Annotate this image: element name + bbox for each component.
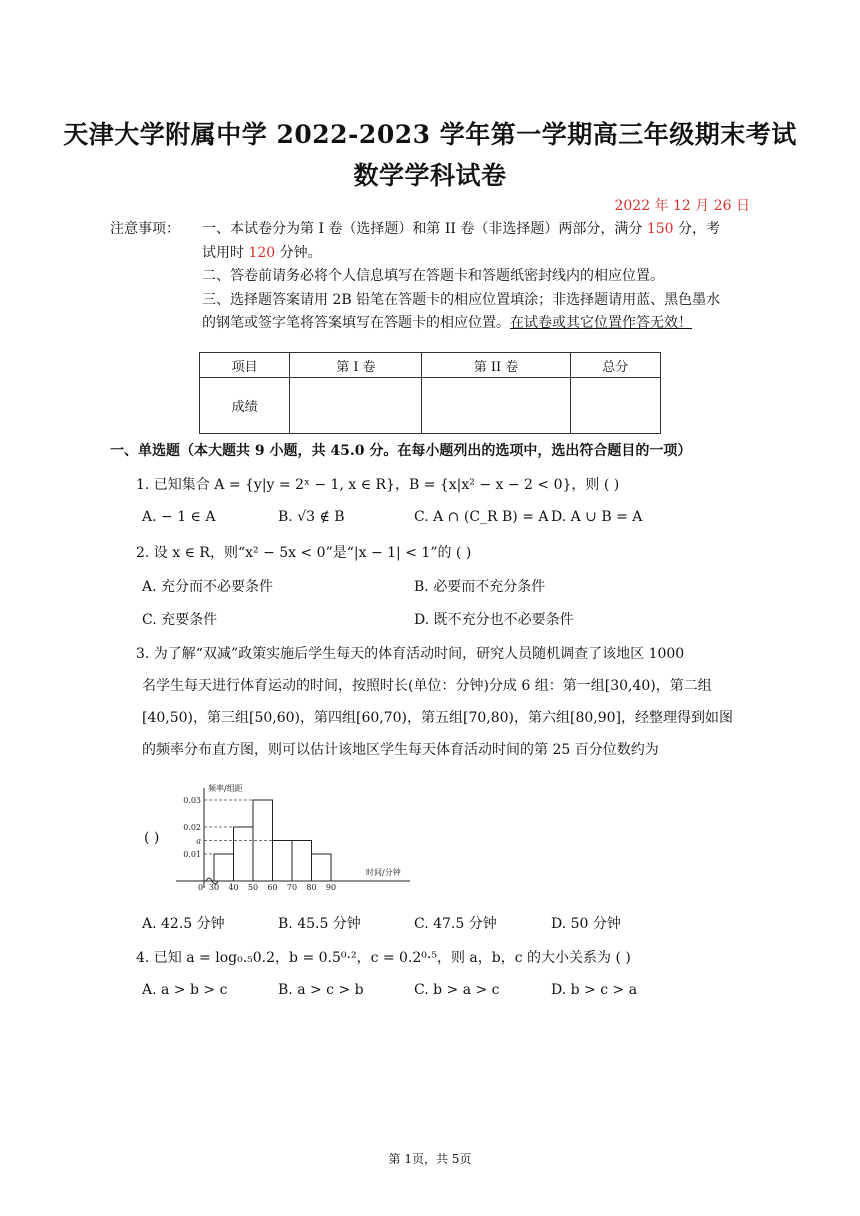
note-text: 分，考 bbox=[673, 221, 721, 237]
header-cell: 总分 bbox=[570, 353, 660, 378]
q3-option-c[interactable]: C. 47.5 分钟 bbox=[414, 916, 497, 932]
invalid-warning: 在试卷或其它位置作答无效！ bbox=[510, 315, 692, 331]
header-cell: 第 II 卷 bbox=[422, 353, 570, 378]
score-cell[interactable] bbox=[290, 378, 422, 434]
page-number: 第 1页，共 5页 bbox=[388, 1152, 472, 1166]
exam-title: 天津大学附属中学 2022-2023 学年第一学期高三年级期末考试 bbox=[63, 120, 797, 149]
q2-option-d[interactable]: D. 既不充分也不必要条件 bbox=[414, 612, 574, 628]
q2-option-c[interactable]: C. 充要条件 bbox=[142, 612, 218, 628]
q3-option-b[interactable]: B. 45.5 分钟 bbox=[278, 916, 361, 932]
y-tick-label: 0.01 bbox=[183, 850, 201, 859]
q1-option-c[interactable]: C. A ∩ (C_R B) = A bbox=[414, 509, 549, 525]
note-text: 试用时 bbox=[202, 244, 249, 261]
q1-option-a[interactable]: A. − 1 ∈ A bbox=[142, 509, 216, 525]
header-cell: 第 I 卷 bbox=[290, 353, 422, 378]
x-tick-label: 70 bbox=[286, 883, 298, 892]
frequency-histogram bbox=[170, 780, 420, 895]
q2-option-b[interactable]: B. 必要而不充分条件 bbox=[414, 579, 546, 595]
note-text: 分钟。 bbox=[275, 244, 322, 261]
q1-option-d[interactable]: D. A ∪ B = A bbox=[551, 509, 643, 525]
x-tick-label: 50 bbox=[247, 883, 259, 892]
histogram-bar bbox=[214, 854, 234, 881]
note-line-3: 二、答卷前请务必将个人信息填写在答题卡和答题纸密封线内的相应位置。 bbox=[202, 268, 664, 284]
q3-line-2: 名学生每天进行体育运动的时间，按照时长(单位：分钟)分成 6 组：第一组[30,40)，第二组 bbox=[142, 678, 712, 694]
q3-line-3: [40,50)，第三组[50,60)，第四组[60,70)，第五组[70,80)，第六组[80,90]，经整理得到如图 bbox=[142, 710, 734, 726]
x-tick-label: 90 bbox=[325, 883, 337, 892]
q1-option-b[interactable]: B. √3 ∉ B bbox=[278, 509, 345, 525]
x-tick-label: 30 bbox=[208, 883, 220, 892]
score-table-row bbox=[200, 378, 661, 434]
histogram-bar bbox=[273, 841, 293, 882]
score-table-header bbox=[200, 353, 661, 378]
q4-option-d[interactable]: D. b > c > a bbox=[551, 982, 638, 998]
histogram-bar bbox=[292, 841, 312, 882]
note-line-5 bbox=[202, 312, 752, 336]
question-2-stem: 2. 设 x ∈ R，则“x² − 5x < 0”是“|x − 1| < 1”的 ( ) bbox=[136, 545, 472, 561]
section-title: 一、单选题（本大题共 9 小题，共 45.0 分。在每小题列出的选项中，选出符合题目的一项） bbox=[110, 443, 692, 459]
histogram-bar bbox=[312, 854, 332, 881]
question-1-stem: 1. 已知集合 A = {y|y = 2ˣ − 1, x ∈ R}，B = {x|x² − x − 2 < 0}，则 ( ) bbox=[136, 477, 620, 493]
q3-answer-paren: ( ) bbox=[144, 830, 160, 846]
q3-option-a[interactable]: A. 42.5 分钟 bbox=[142, 916, 225, 932]
exam-subtitle: 数学学科试卷 bbox=[353, 161, 507, 190]
origin-label: 0 bbox=[198, 883, 204, 892]
y-axis-label: 频率/组距 bbox=[208, 784, 243, 793]
y-tick-label: 0.03 bbox=[183, 796, 201, 805]
histogram-bar bbox=[234, 827, 254, 881]
note-text: 的钢笔或签字笔将答案填写在答题卡的相应位置。 bbox=[202, 315, 510, 331]
q4-option-a[interactable]: A. a > b > c bbox=[142, 982, 228, 998]
question-3-stem bbox=[136, 638, 746, 766]
note-text: 一、本试卷分为第 I 卷（选择题）和第 II 卷（非选择题）两部分，满分 bbox=[202, 221, 647, 237]
x-axis-label: 时间/分钟 bbox=[366, 868, 401, 877]
full-score: 150 bbox=[646, 221, 674, 237]
q3-line-1: 3. 为了解“双减”政策实施后学生每天的体育活动时间，研究人员随机调查了该地区 1000 bbox=[136, 646, 685, 662]
x-tick-label: 60 bbox=[267, 883, 278, 892]
notes-label: 注意事项： bbox=[110, 221, 180, 237]
header-cell: 项目 bbox=[200, 353, 290, 378]
q2-option-a[interactable]: A. 充分而不必要条件 bbox=[142, 579, 274, 595]
score-table bbox=[199, 352, 661, 434]
q4-option-c[interactable]: C. b > a > c bbox=[414, 982, 500, 998]
row-label: 成绩 bbox=[200, 378, 290, 434]
y-tick-label: 0.02 bbox=[183, 823, 201, 832]
note-line-1 bbox=[202, 218, 752, 242]
exam-date: 2022 年 12 月 26 日 bbox=[614, 198, 750, 214]
score-cell[interactable] bbox=[422, 378, 570, 434]
x-tick-label: 80 bbox=[306, 883, 317, 892]
note-line-2 bbox=[202, 242, 752, 266]
q3-option-d[interactable]: D. 50 分钟 bbox=[551, 916, 621, 932]
x-tick-label: 40 bbox=[228, 883, 239, 892]
note-line-4: 三、选择题答案请用 2B 铅笔在答题卡的相应位置填涂；非选择题请用蓝、黑色墨水 bbox=[202, 291, 721, 308]
q4-option-b[interactable]: B. a > c > b bbox=[278, 982, 364, 998]
histogram-layer bbox=[176, 783, 410, 892]
q3-line-4: 的频率分布直方图，则可以估计该地区学生每天体育活动时间的第 25 百分位数约为 bbox=[142, 742, 659, 758]
y-tick-label: a bbox=[196, 836, 201, 846]
notes-block bbox=[202, 218, 752, 336]
question-4-stem: 4. 已知 a = log₀.₅0.2，b = 0.5⁰·²，c = 0.2⁰·⁵，则 a，b，c 的大小关系为 ( ) bbox=[136, 950, 631, 966]
score-cell[interactable] bbox=[570, 378, 660, 434]
exam-duration: 120 bbox=[248, 244, 276, 261]
